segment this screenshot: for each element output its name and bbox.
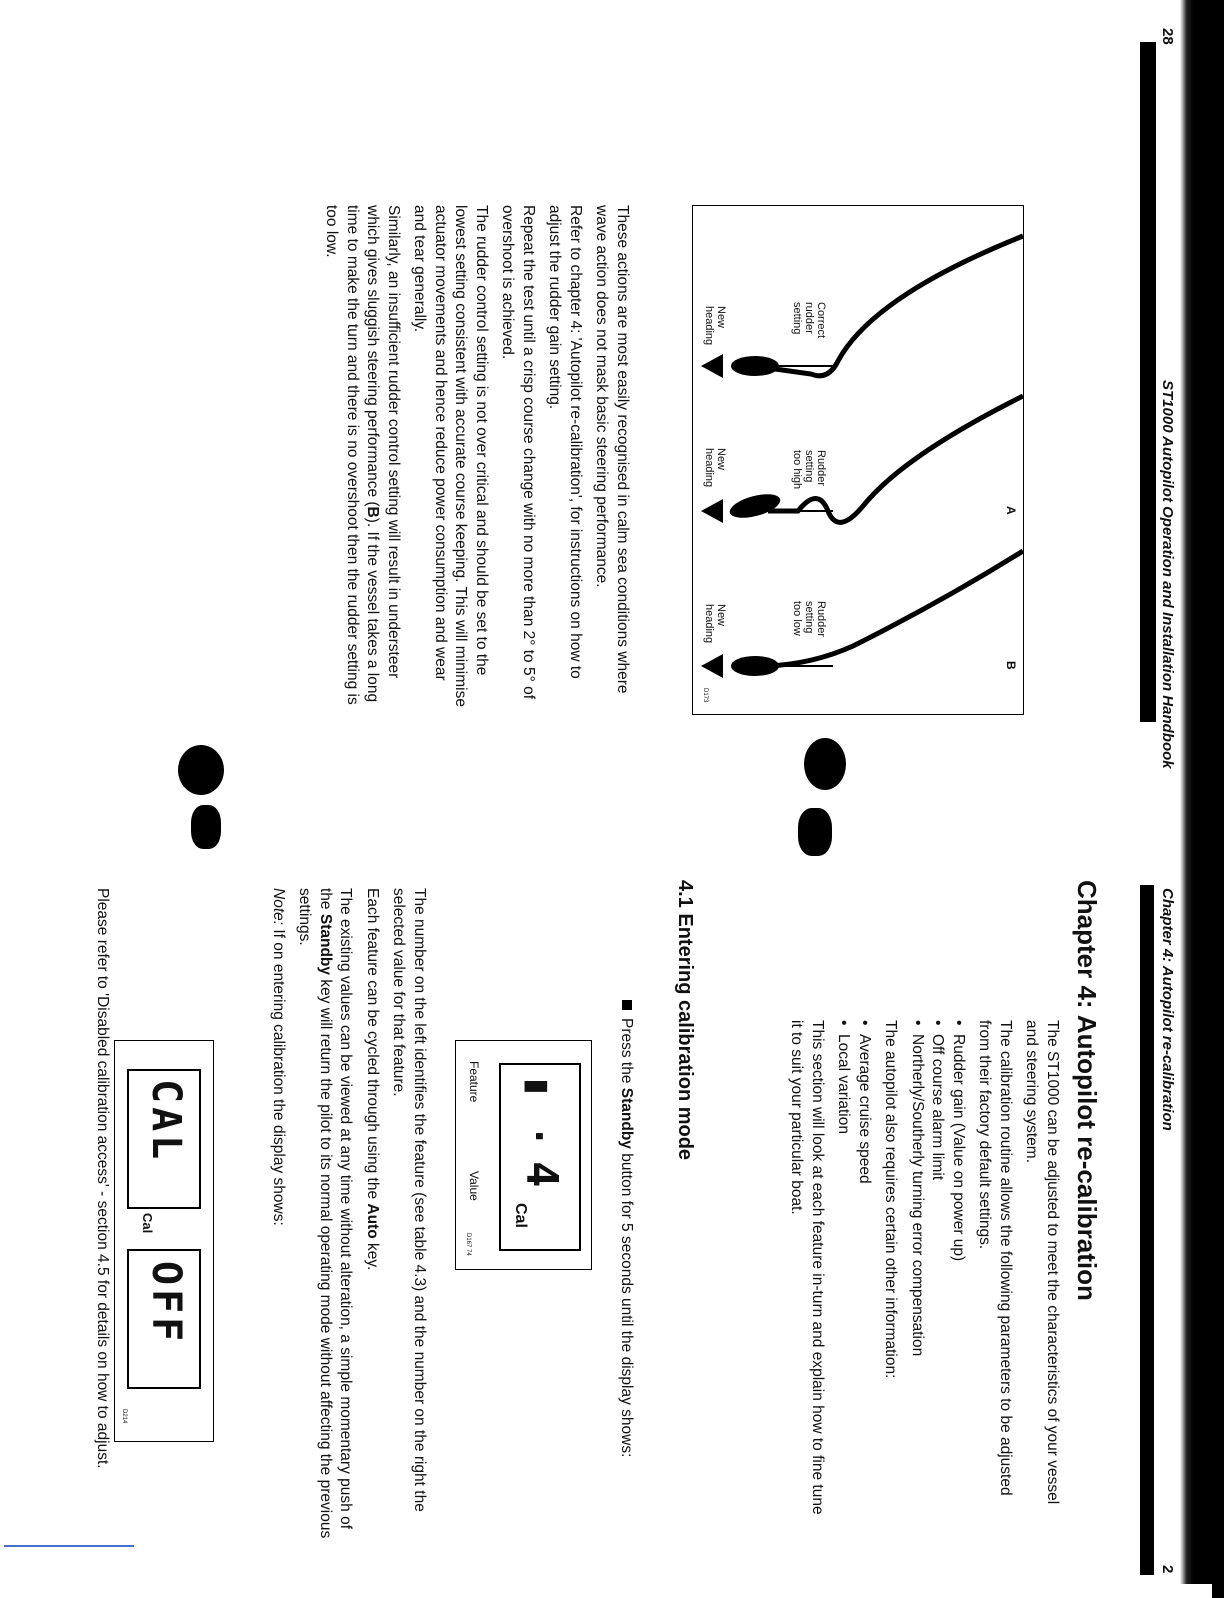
list-item: • Off course alarm limit <box>927 1020 948 1525</box>
arrow-low <box>701 654 723 678</box>
left-body-text <box>315 205 632 710</box>
section-title: 4.1 Entering calibration mode <box>674 880 696 1161</box>
lcd-off-text: OFF <box>143 1261 189 1346</box>
params-list <box>907 1020 969 1525</box>
rudder-diagram <box>693 206 1023 714</box>
para-existing-values: The existing values can be viewed at any time without alteration, a simple momentary push of the Standby key will return the pilot to its normal operating mode without affecting the previous settings. <box>296 888 355 1539</box>
scan-blue-line <box>4 1545 134 1547</box>
rudder-response-figure <box>692 205 1024 715</box>
label-correct-setting: Correct rudder setting <box>791 302 827 339</box>
para-refer-disabled: Please refer to 'Disabled calibration access' - section 4.5 for details on how to adjust. <box>94 888 111 1469</box>
binder-hole-3 <box>798 808 832 856</box>
lcd-feature-digit: ▮ · <box>517 1075 561 1150</box>
lcd-right-screen <box>127 1249 201 1389</box>
page-number-left: 28 <box>1159 28 1176 45</box>
lcd-value-digit: 4 <box>516 1161 567 1188</box>
arrow-correct <box>701 354 723 378</box>
lcd-left-screen <box>127 1069 201 1209</box>
list-item: • Average cruise speed <box>854 1020 875 1525</box>
page-corner-mark <box>1212 1580 1224 1598</box>
para-calm-sea: These actions are most easily recognised in calm sea conditions where wave action does not mask basic steering performance. <box>593 205 631 694</box>
lcd-value-label: Value <box>467 1171 481 1201</box>
bullet-square <box>622 1000 632 1010</box>
binder-hole-4 <box>191 805 221 849</box>
binder-hole-2 <box>178 745 224 795</box>
label-heading-1: New heading <box>703 306 727 346</box>
label-heading-2: New heading <box>703 448 727 488</box>
lcd-screen <box>499 1063 581 1251</box>
para-similarly: Similarly, an insufficient rudder control setting will result in understeer which gives sluggish steering performance (B). If the vessel takes a long time to make the turn and there is no overshoot then the rudder setting is too low. <box>323 205 402 705</box>
binder-hole-1 <box>804 738 846 790</box>
running-head-left: ST1000 Autopilot Operation and Installation Handbook <box>1159 380 1176 769</box>
list-item: • Northerly/Southerly turning error compensation <box>907 1020 928 1525</box>
para-other-intro: The autopilot also requires certain other information: <box>882 1020 900 1379</box>
list-item: • Rudder gain (Value on power up) <box>948 1020 969 1525</box>
running-head-right: Chapter 4: Autopilot re-calibration <box>1159 888 1176 1131</box>
para-refer-chapter: Refer to chapter 4: 'Autopilot re-calibration', for instructions on how to adjust the rudder gain setting. <box>546 205 584 679</box>
right-refer-text <box>86 888 113 1553</box>
lcd2-cal-label: Cal <box>140 1213 155 1234</box>
lcd-cal-label: Cal <box>512 1203 529 1228</box>
right-intro-text <box>780 1020 1062 1525</box>
para-calib-intro: The calibration routine allows the following parameters to be adjusted from their factory default settings. <box>976 1020 1014 1496</box>
boat-high <box>727 490 782 523</box>
label-b: B <box>1004 661 1018 670</box>
header-rule-left <box>1140 42 1156 722</box>
lcd-fig-code: D167 74 <box>465 1233 471 1256</box>
para-section-note: This section will look at each feature in-turn and explain how to fine tune it to suit your particular boat. <box>788 1020 826 1515</box>
right-desc-text <box>262 888 430 1553</box>
list-item: • Local variation <box>833 1020 854 1525</box>
lcd-cal-off <box>114 1040 214 1442</box>
arrow-high <box>701 499 723 523</box>
para-note: Note: If on entering calibration the display shows: <box>270 888 287 1226</box>
page-number-right: 2 <box>1159 1565 1176 1574</box>
lcd2-fig-code: D214 <box>121 1409 127 1424</box>
scan-edge-shadow <box>1180 0 1224 1584</box>
lcd-feature-value <box>455 1040 592 1270</box>
label-setting-low: Rudder setting too low <box>791 601 827 638</box>
para-rudder-control: The rudder control setting is not over critical and should be set to the lowest setting consistent with accurate course keeping. This will minimise actuator movements and hence reduce power consumption and wear and tear generally. <box>411 205 490 707</box>
boat-correct <box>731 356 779 376</box>
label-setting-high: Rudder setting too high <box>791 450 827 490</box>
para-number-left: The number on the left identifies the feature (see table 4.3) and the number on the right the selected value for that feature. <box>390 888 428 1512</box>
step-text: Press the Standby button for 5 seconds until the display shows: <box>610 1000 637 1540</box>
header-rule-right <box>1140 885 1154 1575</box>
chapter-title: Chapter 4: Autopilot re-calibration <box>1072 880 1102 1301</box>
other-list <box>833 1020 874 1525</box>
label-heading-3: New heading <box>703 604 727 644</box>
para-repeat-test: Repeat the test until a crisp course change with no more than 2° to 5° of overshoot is achieved. <box>499 205 537 700</box>
para-intro: The ST1000 can be adjusted to meet the characteristics of your vessel and steering system. <box>1023 1020 1061 1505</box>
lcd-feature-label: Feature <box>467 1061 481 1103</box>
lcd-cal-text: CAL <box>143 1079 189 1164</box>
boat-low <box>731 656 779 676</box>
figure-code: D173 <box>702 688 708 703</box>
label-a: A <box>1004 506 1018 515</box>
para-cycle: Each feature can be cycled through using the Auto key. <box>364 888 381 1271</box>
